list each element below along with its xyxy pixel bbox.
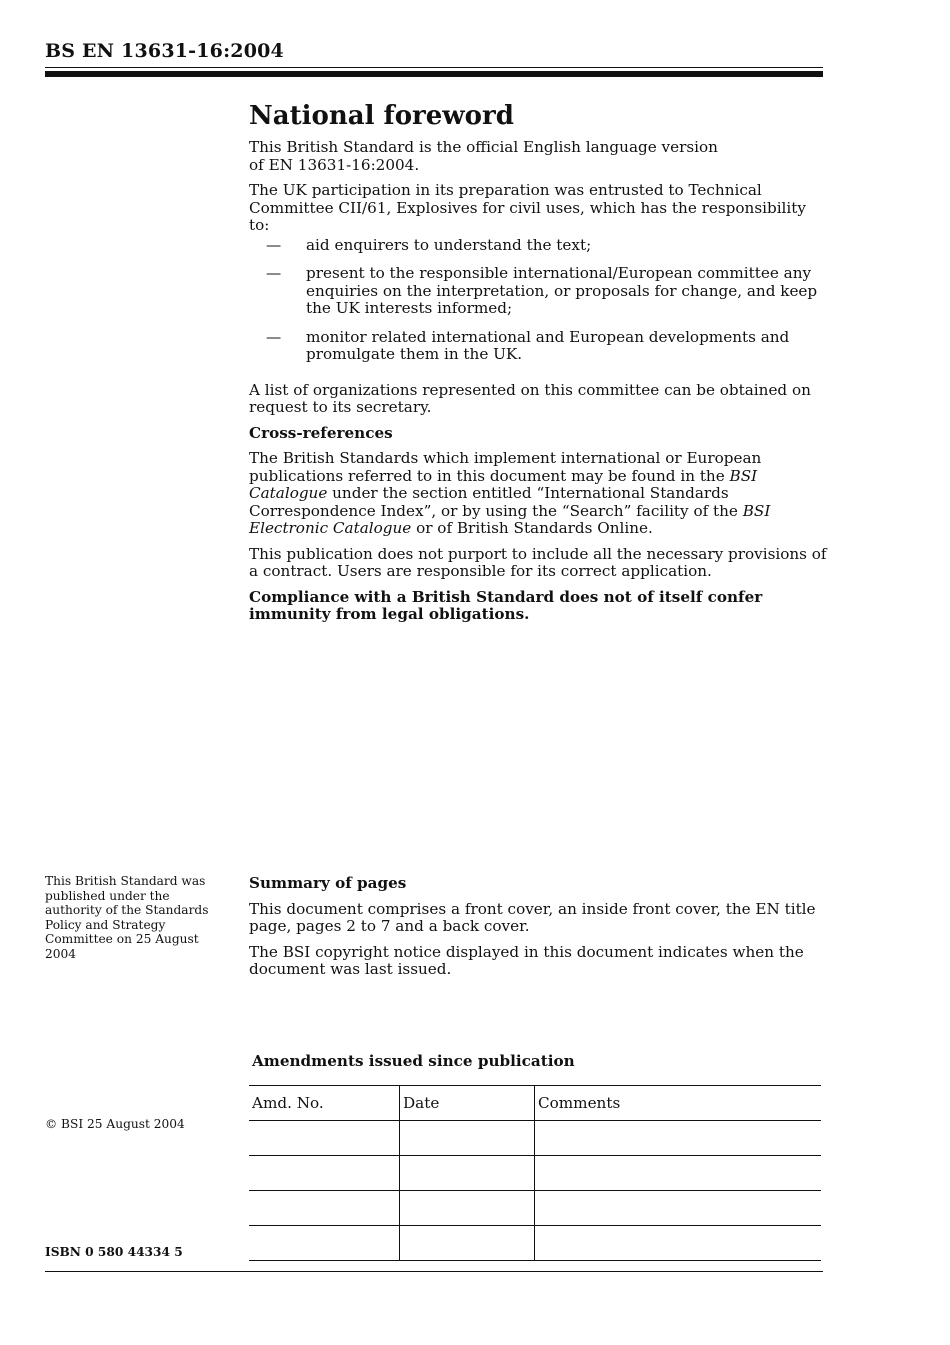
list-item-text: monitor related international and European developments and promulgate them in the UK. — [306, 327, 790, 363]
intro-line-1: This British Standard is the official English language version — [249, 138, 718, 156]
header-rule-thin — [45, 67, 823, 68]
cross-references-heading: Cross-references — [249, 423, 393, 442]
contract-note: This publication does not purport to include all the necessary provisions of a contract. Users are responsible for its correct application. — [249, 544, 827, 580]
dash-bullet: — — [266, 235, 282, 254]
list-item-text: aid enquirers to understand the text; — [306, 235, 592, 254]
amendments-title: Amendments issued since publication — [252, 1052, 575, 1070]
summary-copyright-text: The BSI copyright notice displayed in this document indicates when the document was last issued. — [249, 942, 804, 978]
table-cell — [400, 1226, 535, 1261]
cross-references-paragraph — [249, 450, 827, 538]
column-header-comments: Comments — [535, 1086, 822, 1121]
table-cell — [400, 1121, 535, 1156]
table-cell — [535, 1121, 822, 1156]
table-row — [249, 1191, 821, 1226]
intro-line-2: of EN 13631-16:2004. — [249, 155, 420, 174]
table-row — [249, 1121, 821, 1156]
footer-rule — [45, 1271, 823, 1272]
organizations-paragraph: A list of organizations represented on this committee can be obtained on request to its secretary. — [249, 380, 811, 416]
header-rule-thick — [45, 71, 823, 77]
table-row — [249, 1226, 821, 1261]
column-header-amd-no: Amd. No. — [249, 1086, 400, 1121]
document-id: BS EN 13631-16:2004 — [45, 40, 284, 62]
amendments-table — [249, 1085, 821, 1261]
list-item-text: present to the responsible international/European committee any enquiries on the interpretation, or proposals for change, and keep the UK interests informed; — [306, 264, 818, 317]
publication-note: This British Standard was published under the authority of the Standards Policy and Strategy Committee on 25 August 2004 — [45, 874, 209, 961]
list-item — [249, 265, 827, 318]
copyright-notice: © BSI 25 August 2004 — [45, 1117, 185, 1131]
summary-pages-text: This document comprises a front cover, an inside front cover, the EN title page, pages 2 to 7 and a back cover. — [249, 899, 816, 935]
compliance-statement: Compliance with a British Standard does not of itself confer immunity from legal obligations. — [249, 587, 763, 623]
table-cell — [249, 1191, 400, 1226]
responsibilities-list — [249, 237, 827, 364]
cross-ref-text-1: The British Standards which implement international or European publications referred to in this document may be found in the — [249, 449, 762, 485]
cross-ref-text-3: or of British Standards Online. — [411, 519, 653, 537]
cross-ref-text-2: under the section entitled “International Standards Correspondence Index”, or by using the “Search” facility of the — [249, 484, 743, 520]
page-title: National foreword — [249, 101, 514, 131]
table-cell — [535, 1156, 822, 1191]
list-item — [249, 237, 827, 255]
table-header-row — [249, 1086, 821, 1121]
table-cell — [400, 1191, 535, 1226]
dash-bullet: — — [266, 264, 282, 282]
summary-section — [249, 875, 827, 987]
dash-bullet: — — [266, 327, 282, 346]
intro-paragraph — [249, 139, 827, 174]
table-cell — [400, 1156, 535, 1191]
column-header-date: Date — [400, 1086, 535, 1121]
participation-paragraph: The UK participation in its preparation was entrusted to Technical Committee CII/61, Explosives for civil uses, which has the responsibility to: — [249, 181, 806, 234]
foreword-section — [249, 100, 827, 632]
summary-heading: Summary of pages — [249, 874, 407, 892]
isbn-number: ISBN 0 580 44334 5 — [45, 1245, 183, 1259]
bsi-catalogue-title: BSI Catalogue — [249, 466, 758, 502]
table-cell — [249, 1121, 400, 1156]
table-cell — [249, 1226, 400, 1261]
table-cell — [535, 1226, 822, 1261]
table-cell — [535, 1191, 822, 1226]
table-cell — [249, 1156, 400, 1191]
list-item — [249, 329, 827, 364]
bsi-electronic-catalogue-title: BSI Electronic Catalogue — [249, 501, 771, 537]
table-row — [249, 1156, 821, 1191]
